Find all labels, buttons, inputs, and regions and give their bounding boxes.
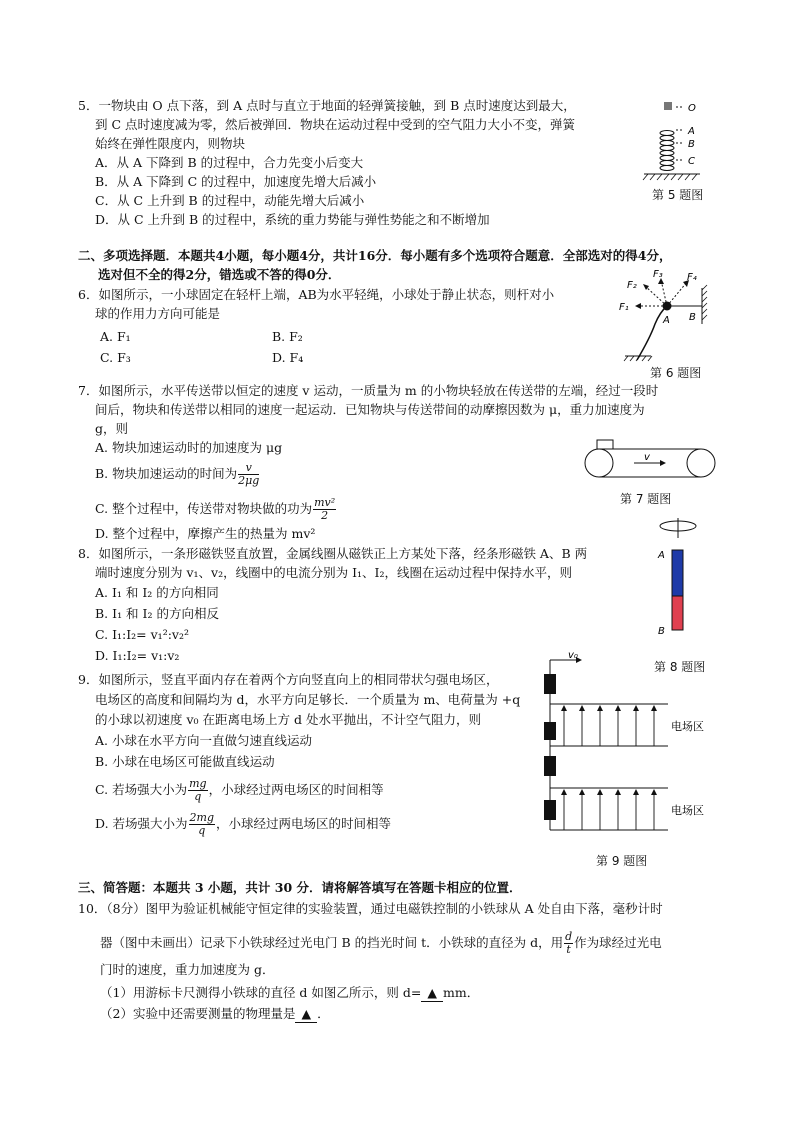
q10-stem-line1: 10．（8分）图甲为验证机械能守恒定律的实验装置，通过电磁铁控制的小铁球从 A 处自由下落，毫秒计时	[78, 901, 663, 916]
q6-caption: 第 6 题图	[650, 366, 702, 380]
label-a: A	[688, 126, 695, 137]
q10-sub1-unit: mm．	[442, 985, 480, 1000]
q9-option-b: B. 小球在电场区可能做直线运动	[95, 754, 275, 769]
numerator: v	[238, 462, 259, 475]
q7-figure	[582, 438, 722, 484]
q8-option-d: D. I₁:I₂= v₁:v₂	[95, 648, 180, 663]
q7-stem-line3: g，则	[95, 421, 129, 436]
q9-option-a: A. 小球在水平方向一直做匀速直线运动	[95, 733, 312, 748]
q8-stem-line1: 8．如图所示，一条形磁铁竖直放置，金属线圈从磁铁正上方某处下落，经条形磁铁 A、B 两	[78, 546, 588, 561]
q9-option-c-text: C. 若场强大小为	[95, 782, 188, 797]
q9-option-c-tail: ，小球经过两电场区的时间相等	[208, 782, 384, 797]
q10-stem-line2	[100, 931, 662, 956]
q9-figure	[538, 648, 713, 836]
q9-option-c-fraction	[188, 778, 207, 803]
label-a: A	[658, 550, 665, 561]
spring	[660, 131, 674, 171]
label-f1: F₁	[619, 302, 629, 313]
right-pulley	[687, 449, 715, 477]
denominator: 2μg	[238, 474, 260, 487]
q9-option-d	[95, 812, 391, 837]
denominator: q	[194, 790, 202, 803]
q6-option-d: D. F₄	[272, 350, 304, 365]
numerator: 2mg	[189, 811, 215, 824]
q10-sub2-tail: ．	[317, 1006, 330, 1021]
section3-header: 三、简答题：本题共 3 小题，共计 30 分．请将解答填写在答题卡相应的位置．	[78, 880, 522, 895]
q6-option-b: B. F₂	[272, 329, 303, 344]
q9-stem-line3: 的小球以初速度 v₀ 在距离电场上方 d 处水平抛出，不计空气阻力，则	[95, 712, 481, 727]
label-c: C	[688, 156, 695, 167]
q5-figure	[640, 96, 710, 186]
label-o: O	[688, 103, 696, 114]
label-v: v	[644, 452, 650, 463]
q8-figure	[650, 516, 710, 640]
label-field-region-1: 电场区	[671, 720, 704, 733]
q10-subquestion-1	[100, 985, 479, 1002]
q9-stem-line2: 电场区的高度和间隔均为 d，水平方向足够长．一个质量为 m、电荷量为 +q	[95, 692, 521, 707]
denominator: t	[566, 943, 571, 956]
label-b: B	[658, 626, 665, 637]
q9-caption: 第 9 题图	[596, 854, 648, 868]
block	[664, 102, 672, 110]
q9-stem-line1: 9．如图所示，竖直平面内存在着两个方向竖直向上的相同带状匀强电场区，	[78, 672, 499, 687]
q9-option-d-tail: ，小球经过两电场区的时间相等	[216, 816, 392, 831]
q7-stem-line1: 7．如图所示，水平传送带以恒定的速度 v 运动，一质量为 m 的小物块轻放在传送带的左端，经过一段时	[78, 383, 659, 398]
section2-header-line1: 二、多项选择题．本题共4小题，每小题4分，共计16分．每小题有多个选项符合题意．全部选对的得4分，	[78, 248, 672, 263]
numerator: d	[565, 930, 573, 943]
q7-option-b-text: B. 物块加速运动的时间为	[95, 466, 238, 481]
label-f4: F₄	[687, 272, 697, 283]
q8-option-c: C. I₁:I₂= v₁²:v₂²	[95, 627, 190, 642]
q7-option-c	[95, 497, 337, 522]
q7-option-c-text: C. 整个过程中，传送带对物块做的功为	[95, 501, 313, 516]
label-b: B	[688, 139, 695, 150]
answer-blank-2[interactable]: ▲	[295, 1006, 317, 1023]
magnet-south	[672, 596, 683, 630]
numerator: mv²	[314, 496, 336, 509]
q8-stem-line2: 端时速度分别为 v₁、v₂，线圈中的电流分别为 I₁、I₂，线圈在运动过程中保持水平，则	[95, 565, 572, 580]
q8-caption: 第 8 题图	[654, 660, 706, 674]
q5-option-c: C．从 C 上升到 B 的过程中，动能先增大后减小	[95, 193, 365, 208]
q5-stem-line2: 到 C 点时速度减为零，然后被弹回．物块在运动过程中受到的空气阻力大小不变，弹簧	[95, 117, 576, 132]
q5-option-a: A．从 A 下降到 B 的过程中，合力先变小后变大	[95, 155, 364, 170]
q6-option-a: A. F₁	[100, 329, 131, 344]
block	[597, 440, 613, 449]
q7-option-a: A. 物块加速运动时的加速度为 μg	[95, 440, 283, 455]
field-lines-2	[564, 792, 654, 830]
label-v0: v₀	[568, 650, 578, 661]
q7-option-b	[95, 462, 260, 487]
label-field-region-2: 电场区	[671, 804, 704, 817]
q8-option-a: A. I₁ 和 I₂ 的方向相同	[95, 585, 219, 600]
denominator: 2	[321, 509, 329, 522]
q6-stem-line2: 球的作用力方向可能是	[95, 306, 221, 321]
q8-option-b: B. I₁ 和 I₂ 的方向相反	[95, 606, 219, 621]
numerator: mg	[189, 777, 207, 790]
q6-figure	[615, 268, 715, 364]
magnet-north	[672, 550, 683, 596]
q7-option-c-fraction	[313, 497, 336, 522]
q10-sub2-text: （2）实验中还需要测量的物理量是	[100, 1006, 296, 1021]
q7-stem-line2: 间后，物块和传送带以相同的速度一起运动．已知物块与传送带间的动摩擦因数为 μ，重力加速度为	[95, 402, 645, 417]
q7-option-b-fraction	[238, 462, 259, 487]
section2-header-line2: 选对但不全的得2分，错选或不答的得0分．	[98, 267, 341, 282]
q7-option-d: D. 整个过程中，摩擦产生的热量为 mv²	[95, 526, 316, 541]
q5-stem-line3: 始终在弹性限度内，则物块	[95, 136, 246, 151]
label-b: B	[689, 312, 696, 323]
label-a: A	[663, 315, 670, 326]
q6-option-c: C. F₃	[100, 350, 131, 365]
q10-subquestion-2	[100, 1006, 330, 1023]
label-f3: F₃	[653, 269, 663, 280]
q10-sub1-text: （1）用游标卡尺测得小铁球的直径 d 如图乙所示，则 d=	[100, 985, 422, 1000]
q5-caption: 第 5 题图	[652, 188, 704, 202]
q7-caption: 第 7 题图	[620, 492, 672, 506]
label-f2: F₂	[627, 280, 637, 291]
q10-stem-line3: 门时的速度，重力加速度为 g．	[100, 962, 275, 977]
q5-option-d: D．从 C 上升到 B 的过程中，系统的重力势能与弹性势能之和不断增加	[95, 212, 490, 227]
q10-stem-line2-tail: 作为球经过光电	[574, 935, 662, 950]
q10-fraction	[564, 931, 573, 956]
q9-option-d-text: D. 若场强大小为	[95, 816, 188, 831]
q5-option-b: B．从 A 下降到 C 的过程中，加速度先增大后减小	[95, 174, 377, 189]
answer-blank-1[interactable]: ▲	[421, 985, 443, 1002]
q9-option-c	[95, 778, 384, 803]
q9-option-d-fraction	[189, 812, 215, 837]
left-pulley	[585, 449, 613, 477]
denominator: q	[198, 824, 206, 837]
q6-stem-line1: 6．如图所示，一小球固定在轻杆上端，AB为水平轻绳，小球处于静止状态，则杆对小	[78, 287, 555, 302]
q5-stem-line1: 5．一物块由 O 点下落，到 A 点时与直立于地面的轻弹簧接触，到 B 点时速度达到最大，	[78, 98, 576, 113]
q10-stem-line2-text: 器（图中未画出）记录下小铁球经过光电门 B 的挡光时间 t．小铁球的直径为 d，用	[100, 935, 564, 950]
field-lines-1	[564, 708, 654, 746]
